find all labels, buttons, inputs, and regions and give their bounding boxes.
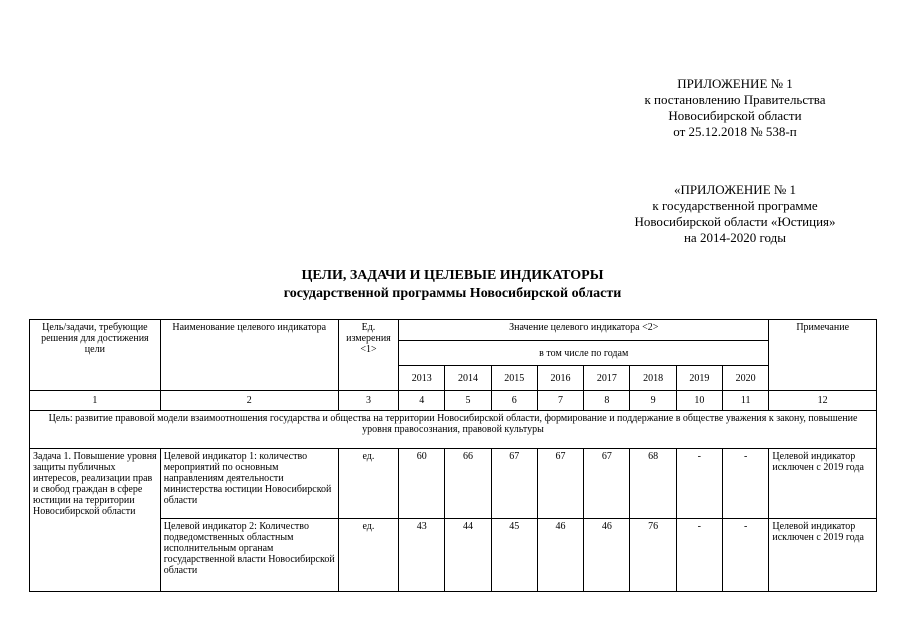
appendix-original-header [590,182,880,246]
value-cell: - [676,449,722,519]
column-number: 3 [338,391,398,411]
header-note: Примечание [769,320,877,391]
value-cell: 44 [445,519,491,592]
value-cell: 67 [491,449,537,519]
year-header: 2014 [445,366,491,391]
appendix-line: на 2014-2020 годы [683,230,787,245]
header-value: Значение целевого индикатора <2> [399,320,769,341]
appendix-line: Новосибирской области [668,108,802,123]
note-cell: Целевой индикатор исключен с 2019 года [769,519,877,592]
value-cell: 46 [584,519,630,592]
value-cell: - [722,449,768,519]
column-number: 5 [445,391,491,411]
column-number: 1 [30,391,161,411]
appendix-current-header [600,76,870,140]
indicator-cell: Целевой индикатор 2: Количество подведомственных областным исполнительным органам государственной власти Новосибирской области [160,519,338,592]
year-header: 2019 [676,366,722,391]
indicators-table [29,319,877,592]
column-number: 2 [160,391,338,411]
year-header: 2017 [584,366,630,391]
column-number: 10 [676,391,722,411]
appendix-line: к постановлению Правительства [644,92,826,107]
appendix-line: ПРИЛОЖЕНИЕ № 1 [677,76,793,91]
header-by-year: в том числе по годам [399,341,769,366]
column-number: 12 [769,391,877,411]
value-cell: 45 [491,519,537,592]
year-header: 2018 [630,366,676,391]
value-cell: 43 [399,519,445,592]
year-header: 2015 [491,366,537,391]
value-cell: 67 [584,449,630,519]
year-header: 2020 [722,366,768,391]
unit-cell: ед. [338,519,398,592]
appendix-line: от 25.12.2018 № 538-п [673,124,797,139]
goal-row: Цель: развитие правовой модели взаимоотношения государства и общества на территории Новосибирской области, формирование и поддержание в обществе уважения к закону, повышение уровня правосознания, правовой культуры [30,411,877,449]
note-cell: Целевой индикатор исключен с 2019 года [769,449,877,519]
value-cell: 68 [630,449,676,519]
header-unit: Ед. измерения <1> [338,320,398,391]
value-cell: 76 [630,519,676,592]
unit-cell: ед. [338,449,398,519]
appendix-line: Новосибирской области «Юстиция» [634,214,836,229]
column-number: 8 [584,391,630,411]
column-number: 11 [722,391,768,411]
value-cell: 66 [445,449,491,519]
document-subtitle: государственной программы Новосибирской области [283,286,622,301]
value-cell: 67 [537,449,583,519]
indicator-cell: Целевой индикатор 1: количество мероприятий по основным направлениям деятельности министерства юстиции Новосибирской области [160,449,338,519]
task-cell: Задача 1. Повышение уровня защиты публичных интересов, реализации прав и свобод граждан в сфере юстиции на территории Новосибирской области [30,449,161,592]
header-indicator: Наименование целевого индикатора [160,320,338,391]
value-cell: - [722,519,768,592]
value-cell: 60 [399,449,445,519]
header-goal: Цель/задачи, требующие решения для достижения цели [30,320,161,391]
column-number: 6 [491,391,537,411]
appendix-line: к государственной программе [652,198,818,213]
column-number: 7 [537,391,583,411]
column-number: 4 [399,391,445,411]
column-number: 9 [630,391,676,411]
appendix-line: «ПРИЛОЖЕНИЕ № 1 [673,182,797,197]
value-cell: - [676,519,722,592]
year-header: 2016 [537,366,583,391]
year-header: 2013 [399,366,445,391]
document-title: ЦЕЛИ, ЗАДАЧИ И ЦЕЛЕВЫЕ ИНДИКАТОРЫ [301,268,604,283]
value-cell: 46 [537,519,583,592]
